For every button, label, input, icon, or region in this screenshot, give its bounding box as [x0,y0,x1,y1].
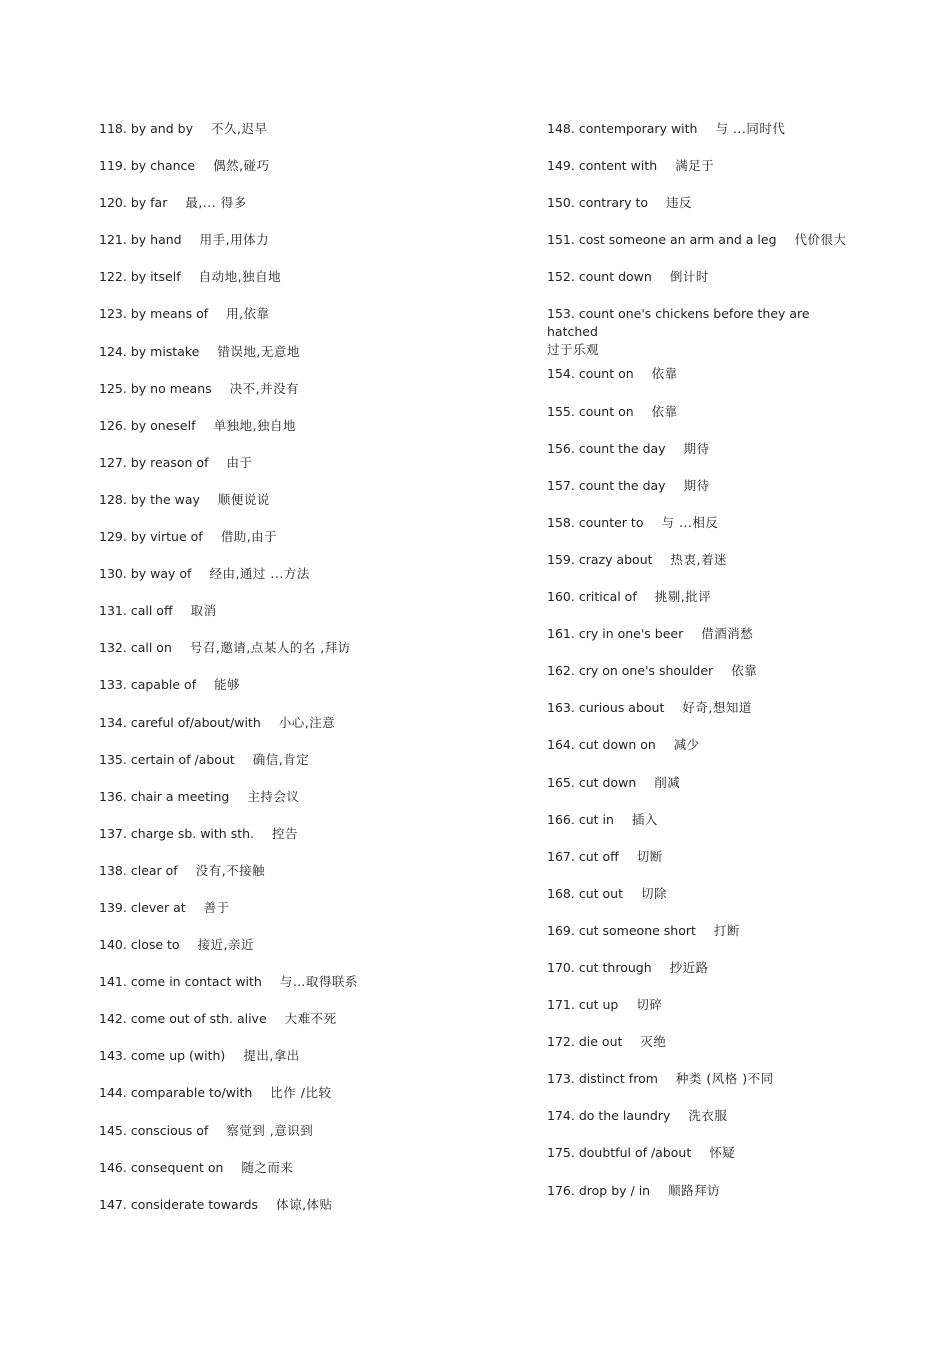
phrase-entry [547,477,847,514]
entry-number: 152. [547,269,575,285]
entry-number: 157. [547,477,575,493]
entry-meaning: 倒计时 [669,269,709,285]
entry-number: 118. [99,121,127,136]
entry-meaning: 提出,拿出 [243,1048,300,1064]
entry-meaning: 顺便说说 [217,491,270,507]
entry-number: 174. [547,1108,575,1124]
entry-number: 136. [99,788,127,804]
entry-phrase: by oneself [130,417,196,433]
phrase-entry [547,1033,847,1070]
entry-phrase: cut out [578,885,623,901]
entry-meaning: 自动地,独自地 [198,269,282,285]
entry-meaning: 减少 [673,737,700,753]
entry-number: 139. [99,899,127,915]
entry-number: 176. [547,1182,575,1198]
phrase-entry [547,588,847,625]
entry-meaning: 用,依靠 [226,306,270,322]
entry-meaning: 察觉到 ,意识到 [226,1122,314,1138]
entry-phrase: by way of [130,566,192,582]
entry-phrase: come up (with) [130,1048,226,1064]
phrase-entry [99,380,519,417]
entry-number: 142. [99,1011,127,1027]
entry-meaning: 切碎 [636,997,663,1013]
entry-meaning: 决不,并没有 [229,380,300,396]
phrase-entry [99,973,519,1010]
phrase-entry [547,1070,847,1107]
phrase-entry [99,1010,519,1047]
entry-number: 138. [99,862,127,878]
entry-meaning: 种类 (风格 )不同 [675,1071,774,1087]
entry-meaning: 控告 [272,825,299,841]
entry-meaning: 切断 [636,848,663,864]
entry-phrase: distinct from [578,1071,658,1087]
entry-phrase: contemporary with [578,121,698,136]
phrase-entry [99,491,519,528]
entry-meaning: 依靠 [731,663,758,679]
right-column [547,120,847,1219]
entry-number: 156. [547,440,575,456]
entry-phrase: charge sb. with sth. [130,825,255,841]
entry-number: 143. [99,1048,127,1064]
entry-number: 161. [547,626,575,642]
entry-phrase: content with [578,158,658,174]
left-column [99,120,519,1233]
entry-phrase: by reason of [130,454,209,470]
entry-number: 146. [99,1159,127,1175]
entry-phrase: by mistake [130,343,200,359]
phrase-entry [99,268,519,305]
entry-number: 148. [547,121,575,136]
phrase-entry [99,194,519,231]
entry-phrase: by itself [130,269,181,285]
entry-meaning: 随之而来 [241,1159,294,1175]
entry-meaning: 比作 /比较 [270,1085,332,1101]
entry-number: 154. [547,366,575,382]
entry-number: 151. [547,232,575,248]
entry-phrase: counter to [578,514,644,530]
entry-number: 165. [547,774,575,790]
entry-phrase: cut someone short [578,922,696,938]
entry-number: 169. [547,922,575,938]
entry-number: 166. [547,811,575,827]
entry-meaning: 用手,用体力 [199,232,270,248]
entry-phrase: conscious of [130,1122,209,1138]
entry-meaning: 号召,邀请,点某人的名 ,拜访 [189,640,351,656]
entry-meaning: 善于 [203,899,230,915]
entry-phrase: drop by / in [578,1182,651,1198]
entry-meaning: 接近,亲近 [197,937,255,953]
entry-phrase: count the day [578,477,666,493]
entry-number: 170. [547,959,575,975]
entry-meaning: 最,... 得多 [185,195,247,211]
entry-meaning: 灭绝 [640,1034,667,1050]
entry-phrase: by the way [130,491,200,507]
phrase-entry [99,825,519,862]
entry-number: 153. [547,306,575,322]
phrase-entry [547,305,847,365]
phrase-entry [547,922,847,959]
entry-meaning: 怀疑 [709,1145,736,1161]
entry-meaning: 错误地,无意地 [217,343,300,359]
phrase-entry [547,1182,847,1219]
entry-phrase: by virtue of [130,529,203,545]
entry-meaning: 不久,迟早 [210,121,268,136]
phrase-entry [99,157,519,194]
entry-meaning: 过于乐观 [547,342,600,358]
phrase-entry [547,231,847,268]
entry-meaning: 插入 [631,811,658,827]
entry-meaning: 没有,不接触 [195,862,266,878]
phrase-entry [547,774,847,811]
entry-meaning: 与 ...相反 [661,514,719,530]
entry-number: 131. [99,603,127,619]
entry-phrase: considerate towards [130,1196,259,1212]
entry-phrase: call off [130,603,173,619]
entry-phrase: count on [578,366,634,382]
phrase-entry [547,811,847,848]
entry-phrase: count the day [578,440,666,456]
phrase-entry [99,862,519,899]
entry-number: 147. [99,1196,127,1212]
entry-meaning: 偶然,碰巧 [213,158,270,174]
entry-phrase: clear of [130,862,178,878]
entry-meaning: 单独地,独自地 [213,417,296,433]
entry-phrase: doubtful of /about [578,1145,692,1161]
entry-phrase: call on [130,640,172,656]
phrase-entry [547,365,847,402]
entry-meaning: 借助,由于 [220,529,278,545]
entry-meaning: 与…取得联系 [279,974,358,990]
entry-phrase: by far [130,195,168,211]
entry-meaning: 由于 [226,454,253,470]
entry-phrase: close to [130,937,180,953]
entry-number: 144. [99,1085,127,1101]
phrase-entry [99,936,519,973]
entry-phrase: contrary to [578,195,649,211]
entry-number: 150. [547,195,575,211]
entry-phrase: clever at [130,899,186,915]
entry-phrase: critical of [578,589,637,605]
entry-phrase: cry in one's beer [578,626,684,642]
entry-meaning: 代价很大 [794,232,847,248]
phrase-entry [99,305,519,342]
phrase-entry [99,1159,519,1196]
entry-meaning: 热衷,着迷 [670,551,727,567]
phrase-entry [99,899,519,936]
entry-phrase: come in contact with [130,974,262,990]
entry-number: 132. [99,640,127,656]
entry-number: 129. [99,529,127,545]
entry-number: 135. [99,751,127,767]
phrase-entry [547,699,847,736]
phrase-entry [547,1144,847,1181]
phrase-entry [547,120,847,157]
entry-phrase: crazy about [578,551,653,567]
entry-phrase: by and by [130,121,193,136]
phrase-entry [99,120,519,157]
entry-meaning: 削减 [654,774,681,790]
phrase-entry [547,1107,847,1144]
entry-number: 173. [547,1071,575,1087]
phrase-entry [99,751,519,788]
entry-number: 123. [99,306,127,322]
entry-phrase: careful of/about/with [130,714,261,730]
entry-number: 149. [547,158,575,174]
entry-phrase: cut in [578,811,614,827]
entry-number: 160. [547,589,575,605]
entry-phrase: do the laundry [578,1108,671,1124]
entry-number: 133. [99,677,127,693]
entry-number: 125. [99,380,127,396]
phrase-entry [547,848,847,885]
entry-number: 124. [99,343,127,359]
phrase-entry [547,551,847,588]
entry-meaning: 借酒消愁 [701,626,754,642]
phrase-entry [99,1196,519,1233]
entry-phrase: cost someone an arm and a leg [578,232,777,248]
entry-number: 140. [99,937,127,953]
entry-phrase: cut down [578,774,637,790]
entry-phrase: capable of [130,677,197,693]
entry-number: 122. [99,269,127,285]
entry-number: 164. [547,737,575,753]
entry-number: 175. [547,1145,575,1161]
entry-meaning: 切除 [640,885,667,901]
entry-phrase: cut off [578,848,619,864]
entry-phrase: die out [578,1034,623,1050]
entry-number: 168. [547,885,575,901]
phrase-entry [99,1084,519,1121]
entry-meaning: 抄近路 [669,959,709,975]
entry-phrase: certain of /about [130,751,235,767]
entry-meaning: 与 ...同时代 [715,121,786,136]
phrase-entry [99,602,519,639]
entry-number: 167. [547,848,575,864]
entry-phrase: by hand [130,232,182,248]
phrase-entry [547,157,847,194]
entry-meaning: 能够 [214,677,241,693]
entry-phrase: consequent on [130,1159,224,1175]
entry-meaning: 确信,肯定 [252,751,310,767]
entry-number: 145. [99,1122,127,1138]
entry-number: 172. [547,1034,575,1050]
entry-meaning: 期待 [683,477,710,493]
entry-phrase: cut down on [578,737,656,753]
entry-number: 126. [99,417,127,433]
phrase-entry [99,639,519,676]
entry-number: 137. [99,825,127,841]
entry-meaning: 取消 [190,603,217,619]
entry-phrase: cut through [578,959,652,975]
phrase-entry [547,996,847,1033]
phrase-entry [99,1047,519,1084]
phrase-entry [547,625,847,662]
entry-phrase: come out of sth. alive [130,1011,267,1027]
phrase-entry [547,194,847,231]
phrase-entry [99,788,519,825]
entry-number: 119. [99,158,127,174]
entry-phrase: cry on one's shoulder [578,663,714,679]
entry-number: 120. [99,195,127,211]
entry-phrase: chair a meeting [130,788,230,804]
entry-phrase: comparable to/with [130,1085,253,1101]
entry-number: 128. [99,491,127,507]
entry-number: 121. [99,232,127,248]
phrase-entry [547,440,847,477]
entry-meaning: 打断 [713,922,740,938]
phrase-entry [99,231,519,268]
entry-number: 159. [547,551,575,567]
entry-number: 171. [547,997,575,1013]
entry-meaning: 满足于 [675,158,715,174]
entry-number: 162. [547,663,575,679]
entry-number: 155. [547,403,575,419]
entry-phrase: count on [578,403,634,419]
phrase-entry [99,528,519,565]
phrase-entry [547,959,847,996]
phrase-entry [99,1122,519,1159]
entry-number: 130. [99,566,127,582]
phrase-entry [547,268,847,305]
entry-number: 127. [99,454,127,470]
phrase-entry [547,403,847,440]
entry-meaning: 主持会议 [247,788,300,804]
entry-meaning: 经由,通过 ...方法 [209,566,310,582]
phrase-entry [547,736,847,773]
entry-meaning: 洗衣服 [688,1108,728,1124]
entry-phrase: cut up [578,997,619,1013]
entry-phrase: by chance [130,158,196,174]
entry-meaning: 依靠 [651,366,678,382]
entry-meaning: 依靠 [651,403,678,419]
entry-meaning: 小心,注意 [278,714,336,730]
entry-meaning: 期待 [683,440,710,456]
entry-number: 158. [547,514,575,530]
entry-number: 141. [99,974,127,990]
phrase-entry [99,565,519,602]
phrase-entry [99,714,519,751]
entry-phrase: by means of [130,306,209,322]
phrase-entry [99,343,519,380]
entry-meaning: 违反 [666,195,693,211]
entry-meaning: 好奇,想知道 [682,700,752,716]
entry-phrase: count one's chickens before they are hatched [547,306,810,340]
entry-meaning: 顺路拜访 [668,1182,721,1198]
phrase-entry [547,662,847,699]
entry-number: 163. [547,700,575,716]
entry-phrase: curious about [578,700,665,716]
entry-meaning: 大难不死 [284,1011,337,1027]
entry-meaning: 挑剔,批评 [654,589,712,605]
phrase-entry [99,454,519,491]
phrase-entry [547,514,847,551]
phrase-entry [547,885,847,922]
entry-number: 134. [99,714,127,730]
entry-phrase: count down [578,269,652,285]
entry-meaning: 体谅,体贴 [276,1196,333,1212]
phrase-entry [99,417,519,454]
phrase-entry [99,676,519,713]
entry-phrase: by no means [130,380,212,396]
